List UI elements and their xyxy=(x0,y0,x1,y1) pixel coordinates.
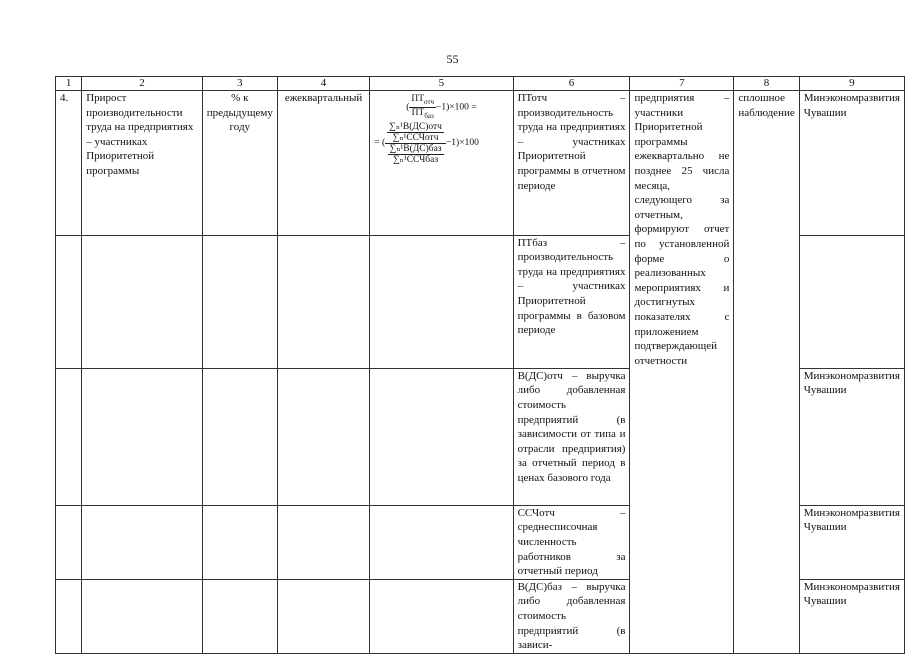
responsible-cell: Минэкономразвития Чувашии xyxy=(799,368,904,505)
col-header: 8 xyxy=(734,77,799,91)
col-header: 2 xyxy=(82,77,203,91)
indicator-name: Прирост производительности труда на предприятиях – участниках Приоритетной программы xyxy=(82,91,203,236)
formula-cell: ( $\frac{ПТ_{отч}}{ПТ_{баз}}$ −1)×100 = = ( $\frac{\frac{\text{∑ₙ¹В(ДС)отч}}{\text{∑ₙ¹ССЧотч}}}{\frac{\text{∑ₙ¹В(ДС)баз}}{\text{∑ₙ¹ССЧбаз}}}$ −1)×100 xyxy=(370,91,513,236)
term-cell: В(ДС)отч – выручка либо добавленная стоимость предприятий (в зависимости от типа и отрасли предприятия) за отчетный период в ценах базового года xyxy=(513,368,630,505)
periodicity-cell: ежеквартальный xyxy=(277,91,369,236)
method-cell: сплошное наблюдение xyxy=(734,91,799,369)
col-header: 1 xyxy=(56,77,82,91)
indicator-table xyxy=(55,76,905,654)
responsible-cell: Минэкономразвития Чувашии xyxy=(799,91,904,236)
col-header: 7 xyxy=(630,77,734,91)
formula-num-bottom: ∑ₙ¹ССЧотч xyxy=(392,132,439,143)
col-header: 9 xyxy=(799,77,904,91)
table-row xyxy=(56,505,905,579)
table-row xyxy=(56,579,905,653)
col-header: 5 xyxy=(370,77,513,91)
formula-den: ПТ xyxy=(411,107,425,118)
row-number: 4. xyxy=(56,91,82,236)
term-cell: ПТотч – производительность труда на предприятиях – участниках Приоритетной программы в отчетном периоде xyxy=(513,91,630,236)
formula-num-sub: отч xyxy=(424,97,435,106)
term-cell: ПТбаз – производительность труда на предприятиях – участниках Приоритетной программы в базовом периоде xyxy=(513,235,630,368)
responsible-cell: Минэкономразвития Чувашии xyxy=(799,579,904,653)
responsible-cell: Минэкономразвития Чувашии xyxy=(799,505,904,579)
formula-den-sub: баз xyxy=(424,111,434,120)
formula-den-top: ∑ₙ¹В(ДС)баз xyxy=(389,143,442,154)
table-row xyxy=(56,91,905,236)
term-cell: В(ДС)баз – выручка либо добавленная стоимость предприятий (в зависи- xyxy=(513,579,630,653)
col-header: 6 xyxy=(513,77,630,91)
table-row xyxy=(56,368,905,505)
page-number: 55 xyxy=(446,52,459,66)
unit-cell: % к предыдущему году xyxy=(202,91,277,236)
col-header: 4 xyxy=(277,77,369,91)
formula-rest-2: −1)×100 xyxy=(445,138,479,149)
term-cell: ССЧотч – среднесписочная численность работников за отчетный период xyxy=(513,505,630,579)
source-cell: предприятия – участники Приоритетной программы ежеквартально не позднее 25 числа месяца, следующего за отчетным, формируют отчет по установленной форме о реализованных мероприятиях и достигнутых показателях с приложением подтверждающей отчетности xyxy=(630,91,734,369)
col-header: 3 xyxy=(202,77,277,91)
formula-num-top: ∑ₙ¹В(ДС)отч xyxy=(389,121,442,132)
formula-rest: −1)×100 = xyxy=(436,102,477,113)
formula-num: ПТ xyxy=(411,94,425,104)
header-row xyxy=(56,77,905,91)
formula-den-bottom: ∑ₙ¹ССЧбаз xyxy=(392,154,439,165)
